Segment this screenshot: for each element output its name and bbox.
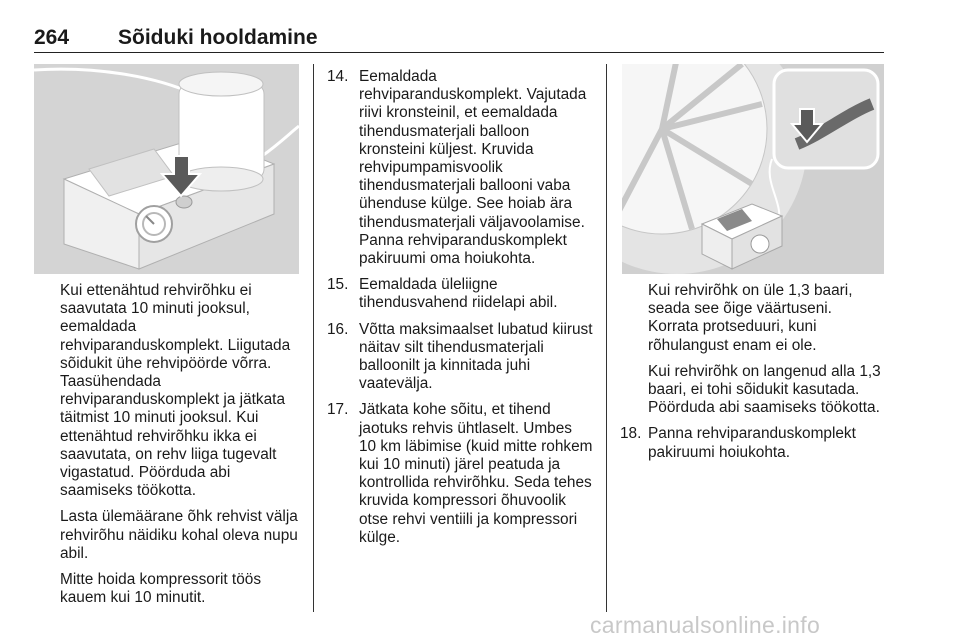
- list-item: [327, 68, 593, 268]
- step-text: Võtta maksimaalset lubatud kiirust näitav silt tihendusmaterjali balloonilt ja kinnitada juhi vaatevälja.: [359, 320, 593, 393]
- step-list: [327, 68, 593, 547]
- step-number: 16.: [327, 320, 349, 338]
- column-divider-1: [313, 64, 314, 612]
- chapter-title: Sõiduki hooldamine: [118, 26, 318, 49]
- step-text: Eemaldada rehviparanduskomplekt. Vajutada riivi kronsteinil, et eemaldada tihendusmaterjali balloon kronsteini küljest. Kruvida rehvipumpamisvoolik tihendusmaterjali ballooni vaba ühenduse külge. See hoiab ära tihendusmaterjali väljavoolamise. Panna rehviparanduskomplekt pakiruumi oma hoiukohta.: [359, 68, 587, 268]
- list-item: [327, 401, 593, 547]
- compressor-illustration: [34, 64, 299, 274]
- paragraph: Lasta ülemäärane õhk rehvist välja rehvirõhu näidiku kohal oleva nupu abil.: [60, 508, 298, 562]
- column-2-text: [327, 68, 593, 555]
- paragraph: Mitte hoida kompressorit töös kauem kui 10 minutit.: [60, 571, 262, 607]
- column-divider-2: [606, 64, 607, 612]
- step-text: Eemaldada üleliigne tihendusvahend riidelapi abil.: [359, 276, 558, 312]
- column-3-text: [620, 282, 882, 470]
- watermark: carmanualsonline.info: [590, 612, 821, 638]
- step-text: Jätkata kohe sõitu, et tihend jaotuks rehvis ühtlaselt. Umbes 10 km läbimise (kuid mitte rohkem kui 10 minuti) järel peatuda ja kontrollida rehvirõhku. Seda tehes kruvida kompressori õhuvoolik otse rehvi ventiili ja kompressori külge.: [359, 401, 593, 546]
- paragraph: Kui rehvirõhk on üle 1,3 baari, seada see õige väärtuseni. Korrata protseduuri, kuni rõhulangust enam ei ole.: [648, 282, 853, 354]
- step-number: 15.: [327, 276, 349, 294]
- step-list: [620, 425, 882, 461]
- page-number: 264: [34, 26, 70, 49]
- list-item: [620, 425, 882, 461]
- wheel-illustration: [622, 64, 884, 274]
- column-1-text: [60, 282, 302, 615]
- list-item: [327, 276, 593, 312]
- compressor-drawing: [34, 64, 299, 274]
- paragraph: Kui ettenähtud rehvirõhku ei saavutata 10 minuti jooksul, eemaldada rehviparanduskomplekt. Liigutada sõidukit ühe rehvipöörde võrra. Taasühendada rehviparanduskomplekt ja jätkata täitmist 10 minuti jooksul. Kui ettenähtud rehvirõhku ikka ei saavutata, on rehv liiga tugevalt vigastatud. Pöörduda abi saamiseks töökotta.: [60, 282, 291, 500]
- paragraph: Kui rehvirõhk on langenud alla 1,3 baari, ei tohi sõidukit kasutada. Pöörduda abi saamiseks töökotta.: [648, 362, 881, 417]
- list-item: [327, 321, 593, 394]
- step-number: 17.: [327, 401, 349, 419]
- step-number: 14.: [327, 68, 349, 85]
- step-number: 18.: [620, 425, 642, 443]
- wheel-drawing: [622, 64, 884, 274]
- step-text: Panna rehviparanduskomplekt pakiruumi hoiukohta.: [648, 425, 856, 461]
- page-header: [34, 22, 884, 53]
